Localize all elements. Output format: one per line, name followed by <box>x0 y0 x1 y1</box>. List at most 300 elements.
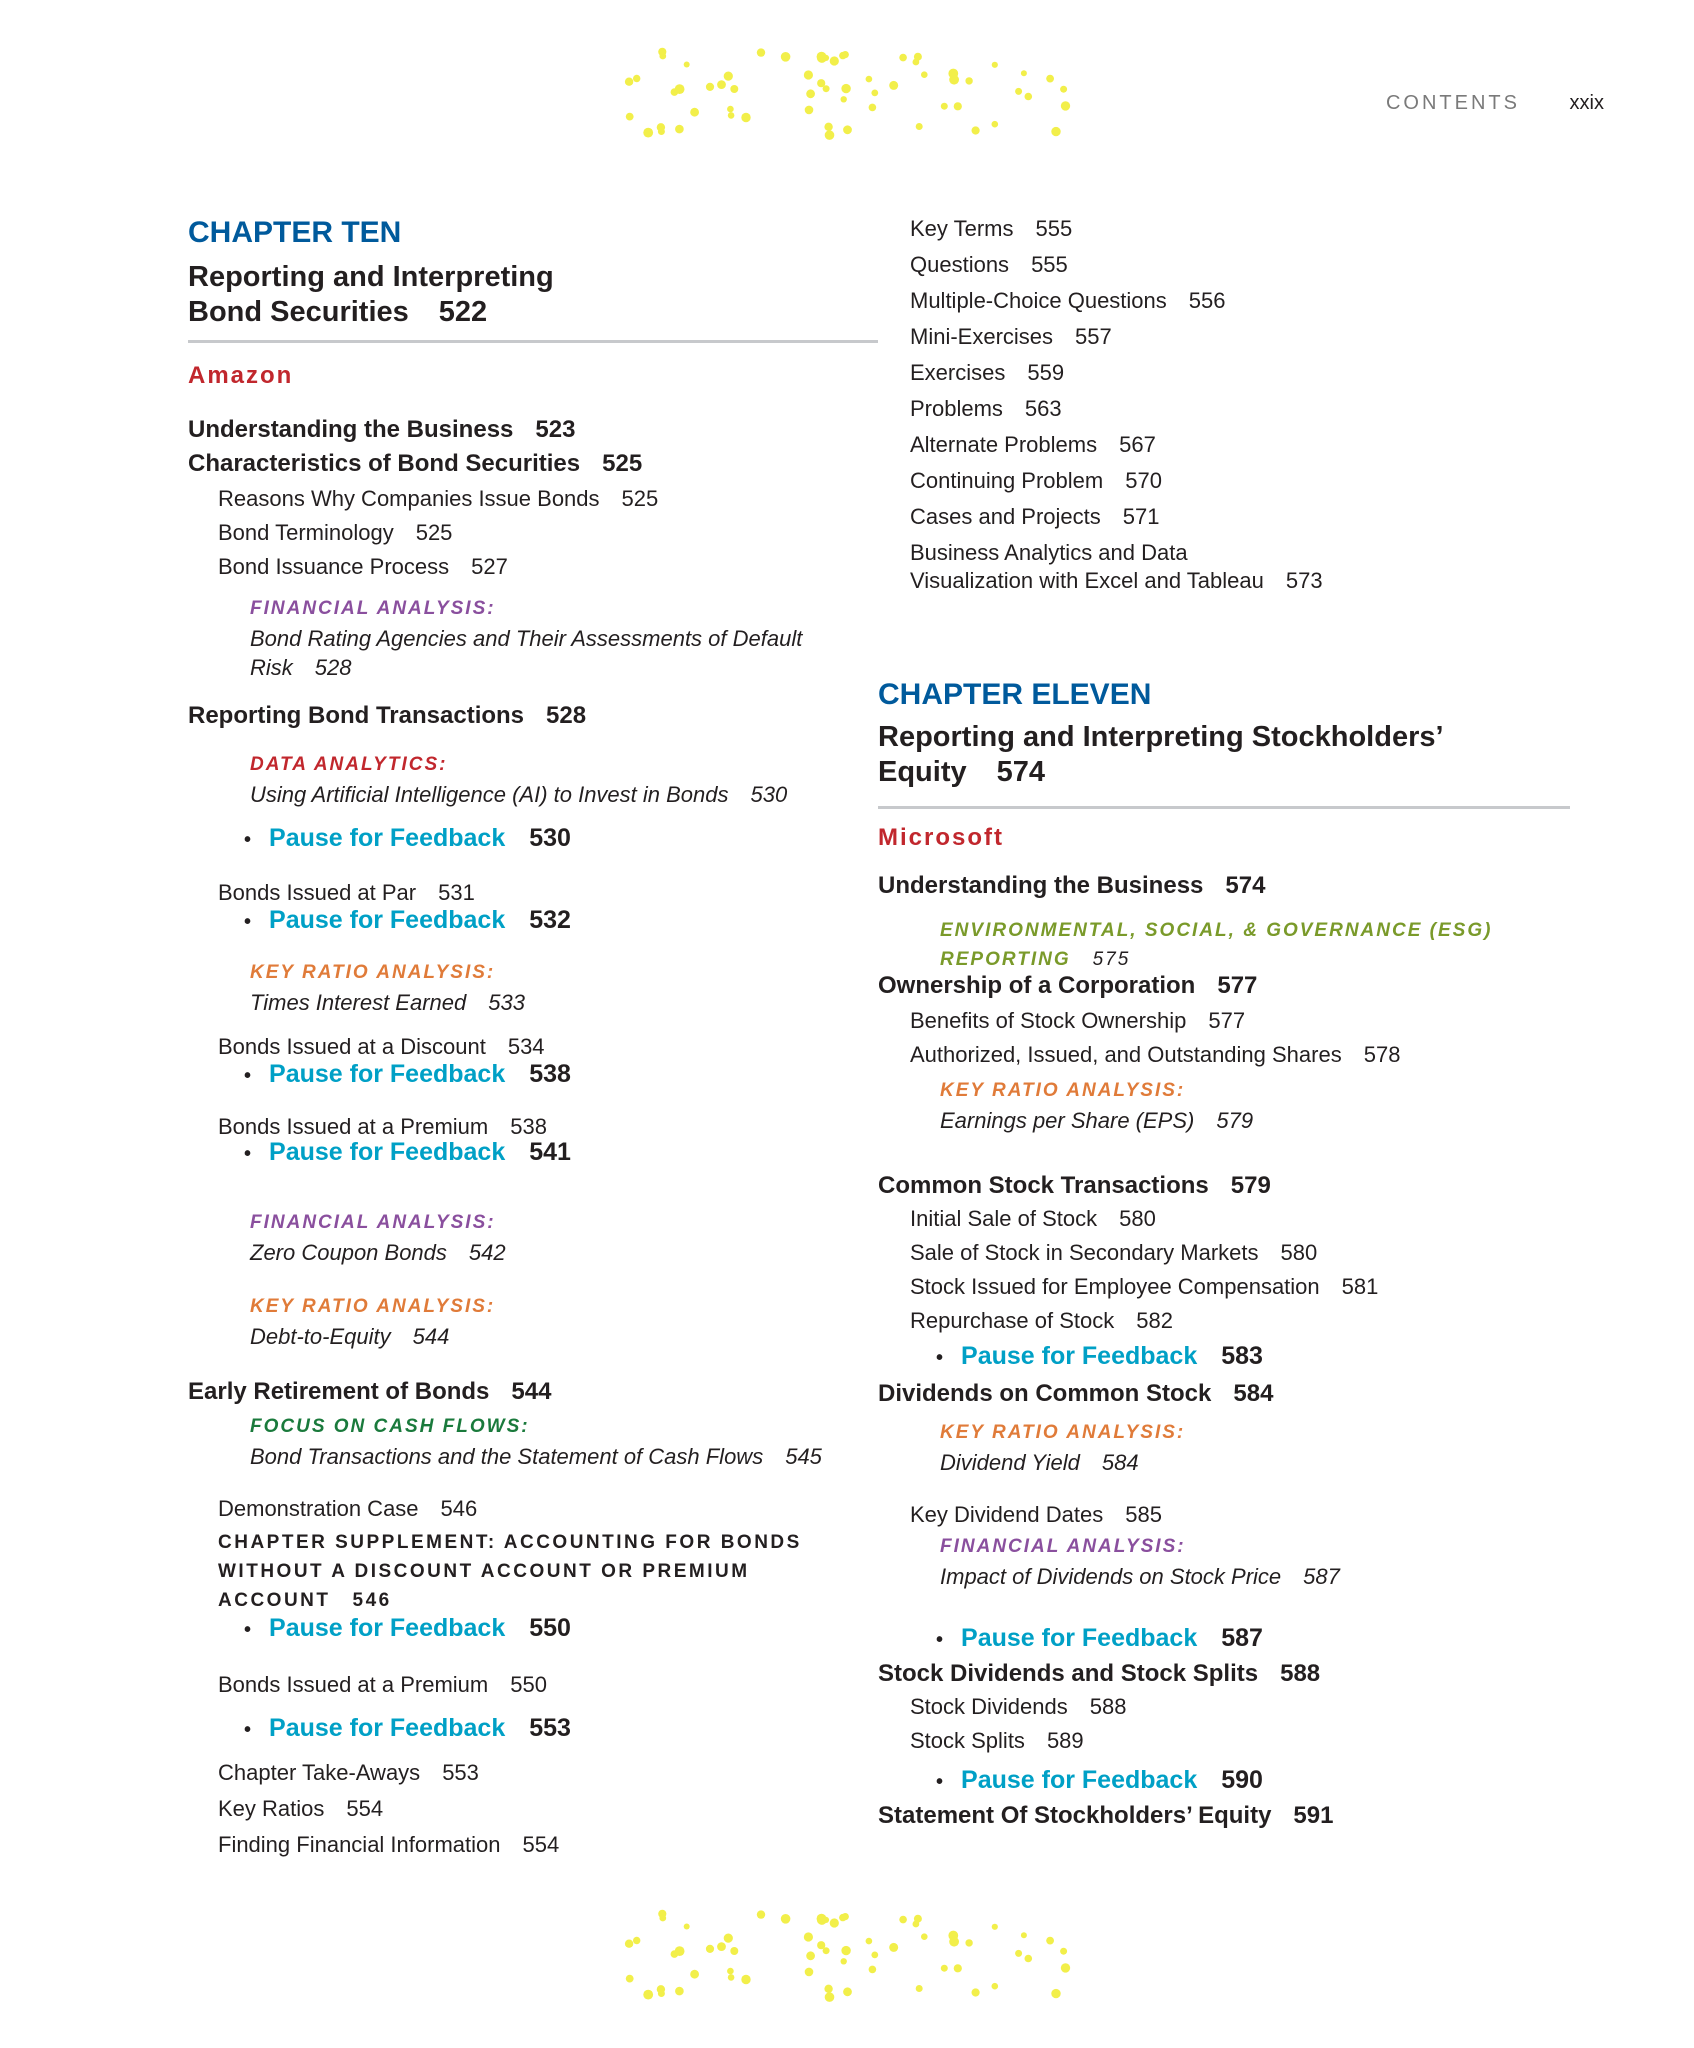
toc-subheading[interactable] <box>910 1206 1156 1232</box>
toc-heading[interactable] <box>878 1660 1320 1688</box>
entry-page: 525 <box>415 520 453 545</box>
decor-dot <box>889 81 898 90</box>
bullet: • <box>244 911 252 933</box>
decor-dot <box>824 1985 832 1993</box>
entry-title: Statement Of Stockholders’ Equity <box>878 1802 1272 1829</box>
decor-dot <box>671 88 679 96</box>
end-matter-item[interactable] <box>910 288 1226 314</box>
toc-subheading[interactable] <box>218 1034 545 1060</box>
end-matter-item[interactable] <box>910 432 1156 458</box>
entry-title: Bonds Issued at a Premium <box>218 1672 489 1697</box>
entry-title: Stock Dividends and Stock Splits <box>878 1660 1259 1687</box>
entry-page: 581 <box>1341 1274 1379 1299</box>
decor-dot <box>841 84 850 93</box>
feature-entry[interactable] <box>940 1448 1540 1477</box>
entry-page: 588 <box>1089 1694 1127 1719</box>
toc-subheading[interactable] <box>910 1240 1317 1266</box>
entry-page: 580 <box>1280 1240 1318 1265</box>
decor-dot <box>1051 1989 1060 1998</box>
entry-page: 532 <box>529 906 571 934</box>
decor-dot <box>839 52 846 59</box>
entry-page: 589 <box>1046 1728 1084 1753</box>
entry-title: Bonds Issued at a Discount <box>218 1034 486 1059</box>
decor-dot <box>992 62 998 68</box>
feedback-label: Pause for Feedback <box>961 1342 1198 1370</box>
decor-dot <box>633 1937 640 1944</box>
decor-dot <box>972 1988 980 1996</box>
entry-page: 570 <box>1125 468 1162 493</box>
running-head-label: CONTENTS <box>1385 92 1520 114</box>
decor-dot <box>1060 1948 1067 1955</box>
end-matter-item[interactable] <box>910 216 1072 242</box>
decor-dot <box>728 112 735 119</box>
entry-title: Debt-to-Equity <box>250 1324 391 1349</box>
entry-title: Initial Sale of Stock <box>910 1206 1098 1231</box>
entry-title: Repurchase of Stock <box>910 1308 1115 1333</box>
entry-page: 534 <box>507 1034 545 1059</box>
decor-dot <box>724 72 733 81</box>
toc-subheading[interactable] <box>910 1274 1378 1300</box>
entry-title: Key Terms <box>910 216 1014 241</box>
entry-title: Understanding the Business <box>878 872 1204 899</box>
pause-for-feedback[interactable] <box>244 1714 571 1743</box>
bullet: • <box>244 1065 252 1087</box>
decor-dot <box>806 89 815 98</box>
entry-page: 528 <box>546 702 587 729</box>
end-matter-item[interactable] <box>910 252 1068 278</box>
decor-dot <box>781 52 791 62</box>
decor-dot <box>954 102 962 110</box>
page-number: xxix <box>1569 92 1604 114</box>
chapter-page: 522 <box>438 296 488 328</box>
toc-subheading[interactable] <box>218 554 508 580</box>
toc-subheading[interactable] <box>218 1760 479 1786</box>
toc-heading[interactable] <box>188 702 586 730</box>
toc-subheading[interactable] <box>910 1694 1126 1720</box>
decor-dot <box>1015 1950 1022 1957</box>
decor-dot <box>757 48 765 56</box>
decor-dot <box>817 1941 825 1949</box>
decor-dot <box>671 1950 679 1958</box>
entry-title: Business Analytics and Data <box>910 540 1188 565</box>
decor-dot <box>889 1943 898 1952</box>
decor-dot <box>706 1945 714 1953</box>
decor-dot <box>866 1938 873 1945</box>
decor-dot <box>806 1951 815 1960</box>
decor-dot <box>658 1990 665 1997</box>
chapter-page: 574 <box>996 756 1046 788</box>
entry-page: 567 <box>1119 432 1156 457</box>
entry-page: 588 <box>1280 1660 1321 1687</box>
entry-page: 591 <box>1293 1802 1334 1829</box>
decor-dot <box>717 80 726 89</box>
decor-dot <box>843 125 852 134</box>
entry-title: Questions <box>910 252 1010 277</box>
decor-dot <box>730 1947 738 1955</box>
decor-dot <box>817 1914 827 1924</box>
entry-title: Finding Financial Information <box>218 1832 501 1857</box>
entry-page: 563 <box>1024 396 1062 421</box>
decor-dot <box>727 1968 734 1975</box>
entry-page: 577 <box>1217 972 1258 999</box>
entry-title: Impact of Dividends on Stock Price <box>940 1564 1282 1589</box>
toc-heading[interactable] <box>878 972 1257 1000</box>
chapter-ten-title[interactable] <box>188 260 608 330</box>
end-matter-item[interactable] <box>910 468 1162 494</box>
toc-subheading[interactable] <box>218 880 475 906</box>
feature-label: DATA ANALYTICS: <box>250 754 448 775</box>
entry-page: 550 <box>510 1672 547 1697</box>
entry-page: 559 <box>1027 360 1065 385</box>
entry-title: Mini-Exercises <box>910 324 1054 349</box>
toc-subheading[interactable] <box>218 1832 559 1858</box>
end-matter-item[interactable] <box>910 568 1323 594</box>
entry-title: Common Stock Transactions <box>878 1172 1209 1199</box>
pause-for-feedback[interactable] <box>244 1060 571 1089</box>
feature-label: KEY RATIO ANALYSIS: <box>250 962 496 983</box>
bullet: • <box>244 829 252 851</box>
entry-title: Problems <box>910 396 1003 421</box>
entry-title: Benefits of Stock Ownership <box>910 1008 1187 1033</box>
pause-for-feedback[interactable] <box>244 824 571 853</box>
toc-heading[interactable] <box>878 872 1265 900</box>
toc-heading[interactable] <box>188 1378 551 1406</box>
entry-title: CHAPTER SUPPLEMENT: ACCOUNTING FOR BONDS WITHOUT A DISCOUNT ACCOUNT OR PREMIUM ACCOUNT <box>218 1532 802 1611</box>
pause-for-feedback[interactable] <box>244 1138 571 1167</box>
decor-dot <box>921 1933 928 1940</box>
entry-page: 578 <box>1363 1042 1401 1067</box>
decor-dot <box>724 1934 733 1943</box>
entry-title: Understanding the Business <box>188 416 514 443</box>
feedback-label: Pause for Feedback <box>269 906 506 934</box>
bullet: • <box>244 1619 252 1641</box>
entry-title: Dividends on Common Stock <box>878 1380 1212 1407</box>
decor-dot <box>972 126 980 134</box>
feature-label: KEY RATIO ANALYSIS: <box>940 1080 1186 1101</box>
feature-entry[interactable] <box>250 780 890 809</box>
decor-dot <box>728 1974 735 1981</box>
entry-title: Multiple-Choice Questions <box>910 288 1167 313</box>
feature-entry[interactable] <box>250 624 890 682</box>
decor-dot <box>1061 101 1070 110</box>
decor-dot <box>643 1990 653 2000</box>
entry-page: 538 <box>529 1060 571 1088</box>
decor-dot <box>949 75 959 85</box>
entry-title: Bond Transactions and the Statement of Cash Flows <box>250 1444 764 1469</box>
toc-heading[interactable] <box>878 1380 1273 1408</box>
bullet: • <box>244 1719 252 1741</box>
decor-dot <box>941 1965 948 1972</box>
entry-title: Cases and Projects <box>910 504 1101 529</box>
entry-title: Ownership of a Corporation <box>878 972 1196 999</box>
toc-subheading[interactable] <box>218 1496 477 1522</box>
entry-title: ENVIRONMENTAL, SOCIAL, & GOVERNANCE (ESG) REPORTING <box>940 920 1493 970</box>
entry-page: 557 <box>1075 324 1112 349</box>
entry-title: Bonds Issued at a Premium <box>218 1114 489 1139</box>
end-matter-item[interactable] <box>910 504 1159 530</box>
decor-dot <box>992 1924 998 1930</box>
end-matter-item[interactable] <box>910 324 1112 350</box>
entry-page: 541 <box>529 1138 571 1166</box>
feature-entry[interactable] <box>250 988 890 1017</box>
feedback-label: Pause for Feedback <box>269 824 506 852</box>
entry-page: 575 <box>1092 949 1131 970</box>
decor-dot <box>805 106 814 115</box>
entry-page: 530 <box>750 782 788 807</box>
feedback-label: Pause for Feedback <box>269 1060 506 1088</box>
toc-subheading[interactable] <box>910 1042 1400 1068</box>
toc-heading[interactable] <box>878 1172 1271 1200</box>
entry-title: Reporting Bond Transactions <box>188 702 525 729</box>
feature-entry[interactable] <box>250 1442 890 1471</box>
feedback-label: Pause for Feedback <box>961 1766 1198 1794</box>
decor-dot <box>866 76 873 83</box>
entry-page: 554 <box>522 1832 560 1857</box>
toc-subheading[interactable] <box>218 1796 383 1822</box>
entry-page: 590 <box>1221 1766 1263 1794</box>
decor-dot <box>965 77 972 84</box>
decor-dot <box>717 1942 726 1951</box>
entry-page: 587 <box>1221 1624 1263 1652</box>
decor-dot <box>841 96 847 102</box>
chapter-eleven-label: CHAPTER ELEVEN <box>878 678 1152 711</box>
chapter-title-text: Reporting and Interpreting Stockholders’ Equity <box>878 721 1442 788</box>
pause-for-feedback[interactable] <box>244 906 571 935</box>
decor-dot <box>913 59 920 66</box>
decor-dot <box>1046 1937 1054 1945</box>
decor-dot <box>1025 93 1033 101</box>
toc-heading[interactable] <box>188 450 642 478</box>
entry-title: Bond Terminology <box>218 520 394 545</box>
entry-page: 579 <box>1230 1172 1271 1199</box>
entry-page: 553 <box>529 1714 571 1742</box>
chapter-divider <box>188 340 878 343</box>
decor-dot <box>757 1910 765 1918</box>
entry-page: 525 <box>602 450 643 477</box>
entry-title: Stock Issued for Employee Compensation <box>910 1274 1320 1299</box>
decor-dot <box>741 113 750 122</box>
decor-dot <box>913 1921 920 1928</box>
feature-label: KEY RATIO ANALYSIS: <box>250 1296 496 1317</box>
decor-dot <box>921 71 928 78</box>
decorative-dots-top <box>616 44 1080 144</box>
entry-title: Exercises <box>910 360 1006 385</box>
toc-subheading[interactable] <box>218 1114 547 1140</box>
decor-dot <box>1021 70 1027 76</box>
decor-dot <box>954 1964 962 1972</box>
decor-dot <box>1060 86 1067 93</box>
chapter-divider <box>878 806 1570 809</box>
entry-title: Key Dividend Dates <box>910 1502 1104 1527</box>
entry-page: 538 <box>510 1114 547 1139</box>
chapter-ten-label: CHAPTER TEN <box>188 216 402 249</box>
entry-title: Authorized, Issued, and Outstanding Shares <box>910 1042 1342 1067</box>
decor-dot <box>825 1992 835 2002</box>
entry-title: Early Retirement of Bonds <box>188 1378 490 1405</box>
entry-title: Zero Coupon Bonds <box>250 1240 447 1265</box>
feature-label: FOCUS ON CASH FLOWS: <box>250 1416 530 1437</box>
entry-title: Chapter Take-Aways <box>218 1760 421 1785</box>
entry-page: 579 <box>1216 1108 1254 1133</box>
entry-page: 573 <box>1285 568 1323 593</box>
toc-subheading[interactable] <box>910 1502 1162 1528</box>
entry-page: 544 <box>511 1378 552 1405</box>
decor-dot <box>841 1946 850 1955</box>
entry-page: 584 <box>1101 1450 1139 1475</box>
toc-subheading[interactable] <box>218 520 452 546</box>
feature-entry[interactable] <box>940 1106 1540 1135</box>
entry-title: Alternate Problems <box>910 432 1098 457</box>
bullet: • <box>936 1771 944 1793</box>
company-name: Amazon <box>188 362 294 389</box>
toc-heading[interactable] <box>188 416 575 444</box>
entry-page: 587 <box>1303 1564 1340 1589</box>
pause-for-feedback[interactable] <box>936 1342 1263 1371</box>
decor-dot <box>805 1968 814 1977</box>
decor-dot <box>659 1915 666 1922</box>
entry-page: 553 <box>442 1760 479 1785</box>
entry-page: 571 <box>1122 504 1160 529</box>
decor-dot <box>841 1958 847 1964</box>
decor-dot <box>949 1937 959 1947</box>
pause-for-feedback[interactable] <box>244 1614 571 1643</box>
decor-dot <box>899 54 907 62</box>
bullet: • <box>936 1629 944 1651</box>
feature-label: FINANCIAL ANALYSIS: <box>250 1212 496 1233</box>
decor-dot <box>830 56 839 65</box>
entry-page: 533 <box>488 990 525 1015</box>
toc-subheading[interactable] <box>218 1672 547 1698</box>
entry-page: 577 <box>1208 1008 1246 1033</box>
entry-page: 546 <box>440 1496 478 1521</box>
entry-page: 555 <box>1035 216 1073 241</box>
decor-dot <box>916 123 923 130</box>
entry-title: Bond Issuance Process <box>218 554 450 579</box>
entry-page: 527 <box>471 554 508 579</box>
decor-dot <box>804 1932 813 1941</box>
entry-page: 544 <box>412 1324 450 1349</box>
decor-dot <box>1051 127 1060 136</box>
decor-dot <box>843 1987 852 1996</box>
entry-page: 530 <box>529 824 571 852</box>
entry-page: 574 <box>1225 872 1266 899</box>
toc-subheading[interactable] <box>218 486 658 512</box>
entry-page: 546 <box>352 1590 392 1611</box>
entry-page: 582 <box>1136 1308 1173 1333</box>
entry-title: Using Artificial Intelligence (AI) to Invest in Bonds <box>250 782 729 807</box>
entry-page: 554 <box>346 1796 384 1821</box>
esg-feature[interactable] <box>940 916 1530 974</box>
entry-page: 584 <box>1233 1380 1274 1407</box>
entry-page: 583 <box>1221 1342 1263 1370</box>
decor-dot <box>684 1924 690 1930</box>
end-matter-item[interactable] <box>910 540 1210 566</box>
company-name: Microsoft <box>878 824 1004 851</box>
pause-for-feedback[interactable] <box>936 1624 1263 1653</box>
decor-dot <box>1046 75 1054 83</box>
chapter-eleven-title[interactable] <box>878 720 1478 790</box>
entry-page: 542 <box>468 1240 506 1265</box>
feature-entry[interactable] <box>940 1562 1540 1591</box>
entry-title: Dividend Yield <box>940 1450 1080 1475</box>
bullet: • <box>244 1143 252 1165</box>
decor-dot <box>1061 1963 1070 1972</box>
decor-dot <box>741 1975 750 1984</box>
running-head <box>1386 92 1604 115</box>
decor-dot <box>730 85 738 93</box>
decor-dot <box>830 1918 839 1927</box>
entry-title: Bond Rating Agencies and Their Assessments of Default Risk <box>250 626 803 680</box>
entry-title: Characteristics of Bond Securities <box>188 450 581 477</box>
decor-dot <box>675 125 684 134</box>
decor-dot <box>626 113 634 121</box>
decor-dot <box>869 1966 877 1974</box>
chapter-title-text: Reporting and Interpreting Bond Securities <box>188 261 554 328</box>
end-matter-item[interactable] <box>910 396 1062 422</box>
decor-dot <box>781 1914 791 1924</box>
entry-title: Sale of Stock in Secondary Markets <box>910 1240 1259 1265</box>
decor-dot <box>633 75 640 82</box>
decor-dot <box>684 62 690 68</box>
decor-dot <box>706 83 714 91</box>
decor-dot <box>658 128 665 135</box>
bullet: • <box>936 1347 944 1369</box>
decor-dot <box>643 128 653 138</box>
entry-page: 531 <box>438 880 475 905</box>
decor-dot <box>690 108 699 117</box>
decor-dot <box>871 1952 878 1959</box>
decor-dot <box>675 1987 684 1996</box>
feedback-label: Pause for Feedback <box>269 1714 506 1742</box>
feature-entry[interactable] <box>250 1322 890 1351</box>
decor-dot <box>659 53 666 60</box>
entry-title: Key Ratios <box>218 1796 325 1821</box>
decor-dot <box>625 78 633 86</box>
entry-title: Earnings per Share (EPS) <box>940 1108 1195 1133</box>
feedback-label: Pause for Feedback <box>961 1624 1198 1652</box>
decor-dot <box>804 70 813 79</box>
entry-page: 585 <box>1125 1502 1162 1527</box>
decor-dot <box>626 1975 634 1983</box>
decor-dot <box>817 79 825 87</box>
feature-entry[interactable] <box>250 1238 890 1267</box>
entry-title: Bonds Issued at Par <box>218 880 417 905</box>
toc-subheading[interactable] <box>910 1728 1084 1754</box>
decor-dot <box>690 1970 699 1979</box>
end-matter-item[interactable] <box>910 360 1064 386</box>
entry-page: 550 <box>529 1614 571 1642</box>
toc-subheading[interactable] <box>910 1008 1245 1034</box>
entry-title: Continuing Problem <box>910 468 1104 493</box>
decor-dot <box>941 103 948 110</box>
entry-page: 580 <box>1119 1206 1156 1231</box>
entry-page: 545 <box>785 1444 822 1469</box>
decor-dot <box>869 104 877 112</box>
entry-page: 555 <box>1031 252 1068 277</box>
chapter-supplement[interactable] <box>218 1528 818 1615</box>
toc-subheading[interactable] <box>910 1308 1173 1334</box>
entry-page: 523 <box>535 416 576 443</box>
toc-heading[interactable] <box>878 1802 1333 1830</box>
decor-dot <box>916 1985 923 1992</box>
entry-title: Reasons Why Companies Issue Bonds <box>218 486 600 511</box>
pause-for-feedback[interactable] <box>936 1766 1263 1795</box>
entry-title: Demonstration Case <box>218 1496 419 1521</box>
entry-page: 525 <box>621 486 659 511</box>
feedback-label: Pause for Feedback <box>269 1614 506 1642</box>
decorative-dots-bottom <box>616 1906 1080 2006</box>
feature-label: KEY RATIO ANALYSIS: <box>940 1422 1186 1443</box>
